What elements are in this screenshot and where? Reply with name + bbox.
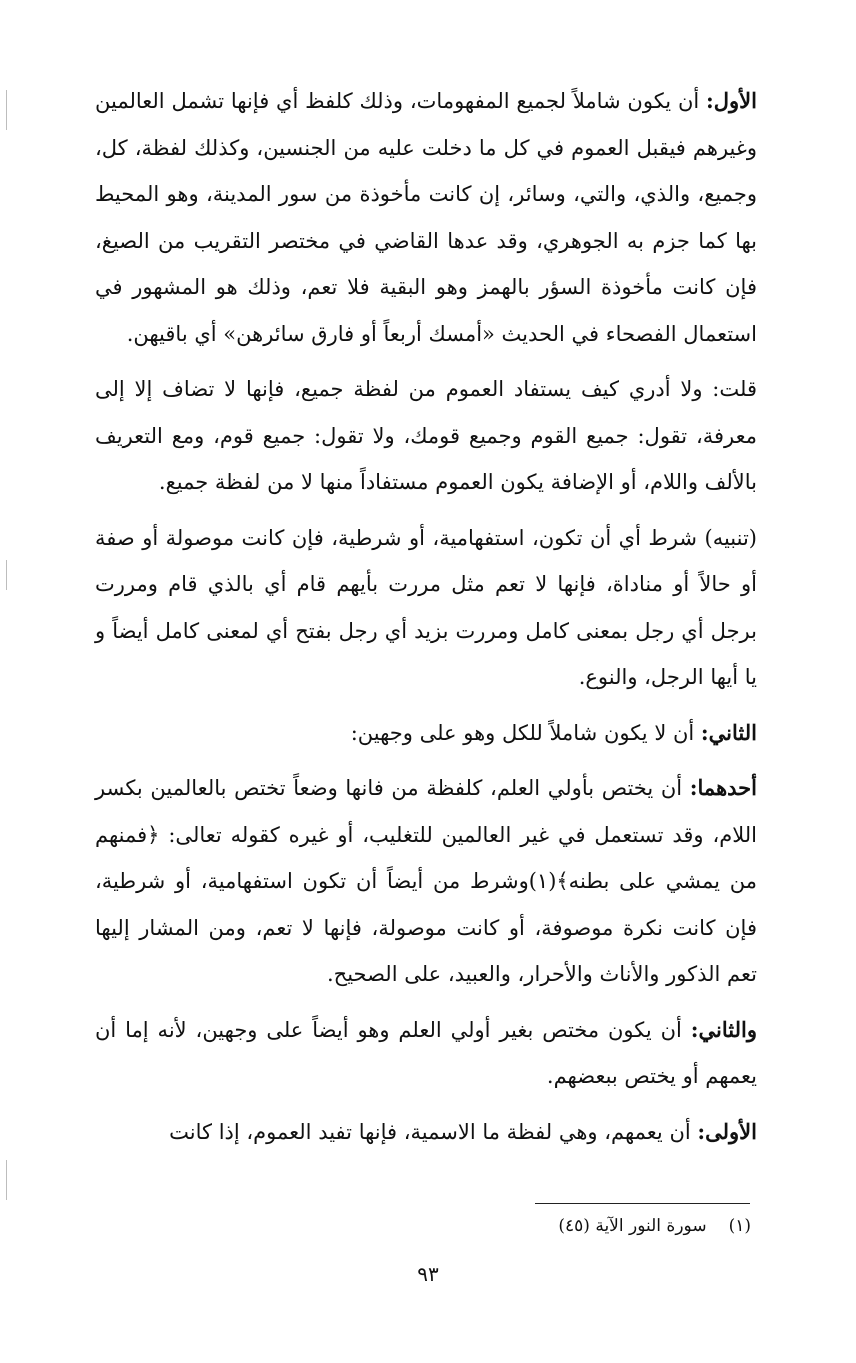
paragraph-second bbox=[95, 710, 757, 757]
footnote bbox=[558, 1216, 751, 1236]
paragraph-text: أن يكون شاملاً لجميع المفهومات، وذلك كلفظ أي فإنها تشمل العالمين وغيرهم فيقبل العموم في كل ما دخلت عليه من الجنسين، وكذلك لفظة، كل، وجميع، والذي، والتي، وسائر، إن كانت مأخوذة من سور المدينة، وهو المحيط بها كما جزم به الجوهري، وقد عدها القاضي في مختصر التقريب من الصيغ، فإن كانت مأخوذة السؤر بالهمز وهو البقية فلا تعم، وذلك هو المشهور في استعمال الفصحاء في الحديث «أمسك أربعاً أو فارق سائرهن» أي باقيهن. bbox=[95, 89, 757, 346]
paragraph-one-of-them bbox=[95, 765, 757, 998]
paragraph-text: أن لا يكون شاملاً للكل وهو على وجهين: bbox=[350, 720, 701, 745]
footnote-text: سورة النور الآية (٤٥) bbox=[558, 1216, 707, 1236]
paragraph-text: أن يعمهم، وهي لفظة ما الاسمية، فإنها تفيد العموم، إذا كانت bbox=[169, 1119, 698, 1144]
page-body bbox=[95, 78, 757, 1164]
paragraph-heading: الأول: bbox=[706, 88, 757, 113]
footnote-number: (١) bbox=[728, 1216, 751, 1236]
paragraph-heading: أحدهما: bbox=[689, 775, 757, 800]
paragraph-heading: والثاني: bbox=[690, 1016, 757, 1042]
paragraph-text: أن يختص بأولي العلم، كلفظة من فانها وضعاً تختص بالعالمين بكسر اللام، وقد تستعمل في غير العالمين للتغليب، أو غيره كقوله تعالى: ﴿فمنهم من يمشي على بطنه﴾(١)وشرط من أيضاً أن تكون استفهامية، أو شرطية، فإن كانت نكرة موصوفة، أو كانت موصولة، فإنها لا تعم، ومن المشار إليها تعم الذكور والأناث والأحرار، والعبيد، على الصحيح. bbox=[95, 776, 757, 986]
scan-edge-mark bbox=[6, 560, 7, 590]
paragraph-tanbih bbox=[95, 515, 757, 701]
paragraph-first bbox=[95, 78, 757, 357]
page-number: ٩٣ bbox=[417, 1262, 439, 1286]
paragraph-heading: الثاني: bbox=[700, 719, 757, 745]
paragraph-qultu bbox=[95, 366, 757, 506]
scan-edge-mark bbox=[6, 1160, 7, 1200]
paragraph-text: (تنبيه) شرط أي أن تكون، استفهامية، أو شرطية، فإن كانت موصولة أو صفة أو حالاً أو مناداة، فإنها لا تعم مثل مررت بأيهم قام أي بالذي قام ومررت برجل أي رجل بمعنى كامل ومررت بزيد أي رجل بفتح أي لمعنى كامل أيضاً و يا أيها الرجل، والنوع. bbox=[95, 525, 757, 689]
scan-edge-mark bbox=[6, 90, 7, 130]
paragraph-text: قلت: ولا أدري كيف يستفاد العموم من لفظة جميع، فإنها لا تضاف إلا إلى معرفة، تقول: جميع القوم وجميع قومك، ولا تقول: جميع قوم، ومع التعريف بالألف واللام، أو الإضافة يكون العموم مستفاداً منها لا من لفظة جميع. bbox=[95, 377, 757, 494]
paragraph-and-second bbox=[95, 1007, 757, 1100]
paragraph-first-case bbox=[95, 1109, 757, 1156]
paragraph-text: أن يكون مختص بغير أولي العلم وهو أيضاً على وجهين، لأنه إما أن يعمهم أو يختص ببعضهم. bbox=[95, 1017, 757, 1088]
footnote-separator bbox=[535, 1203, 750, 1204]
paragraph-heading: الأولى: bbox=[697, 1118, 757, 1144]
